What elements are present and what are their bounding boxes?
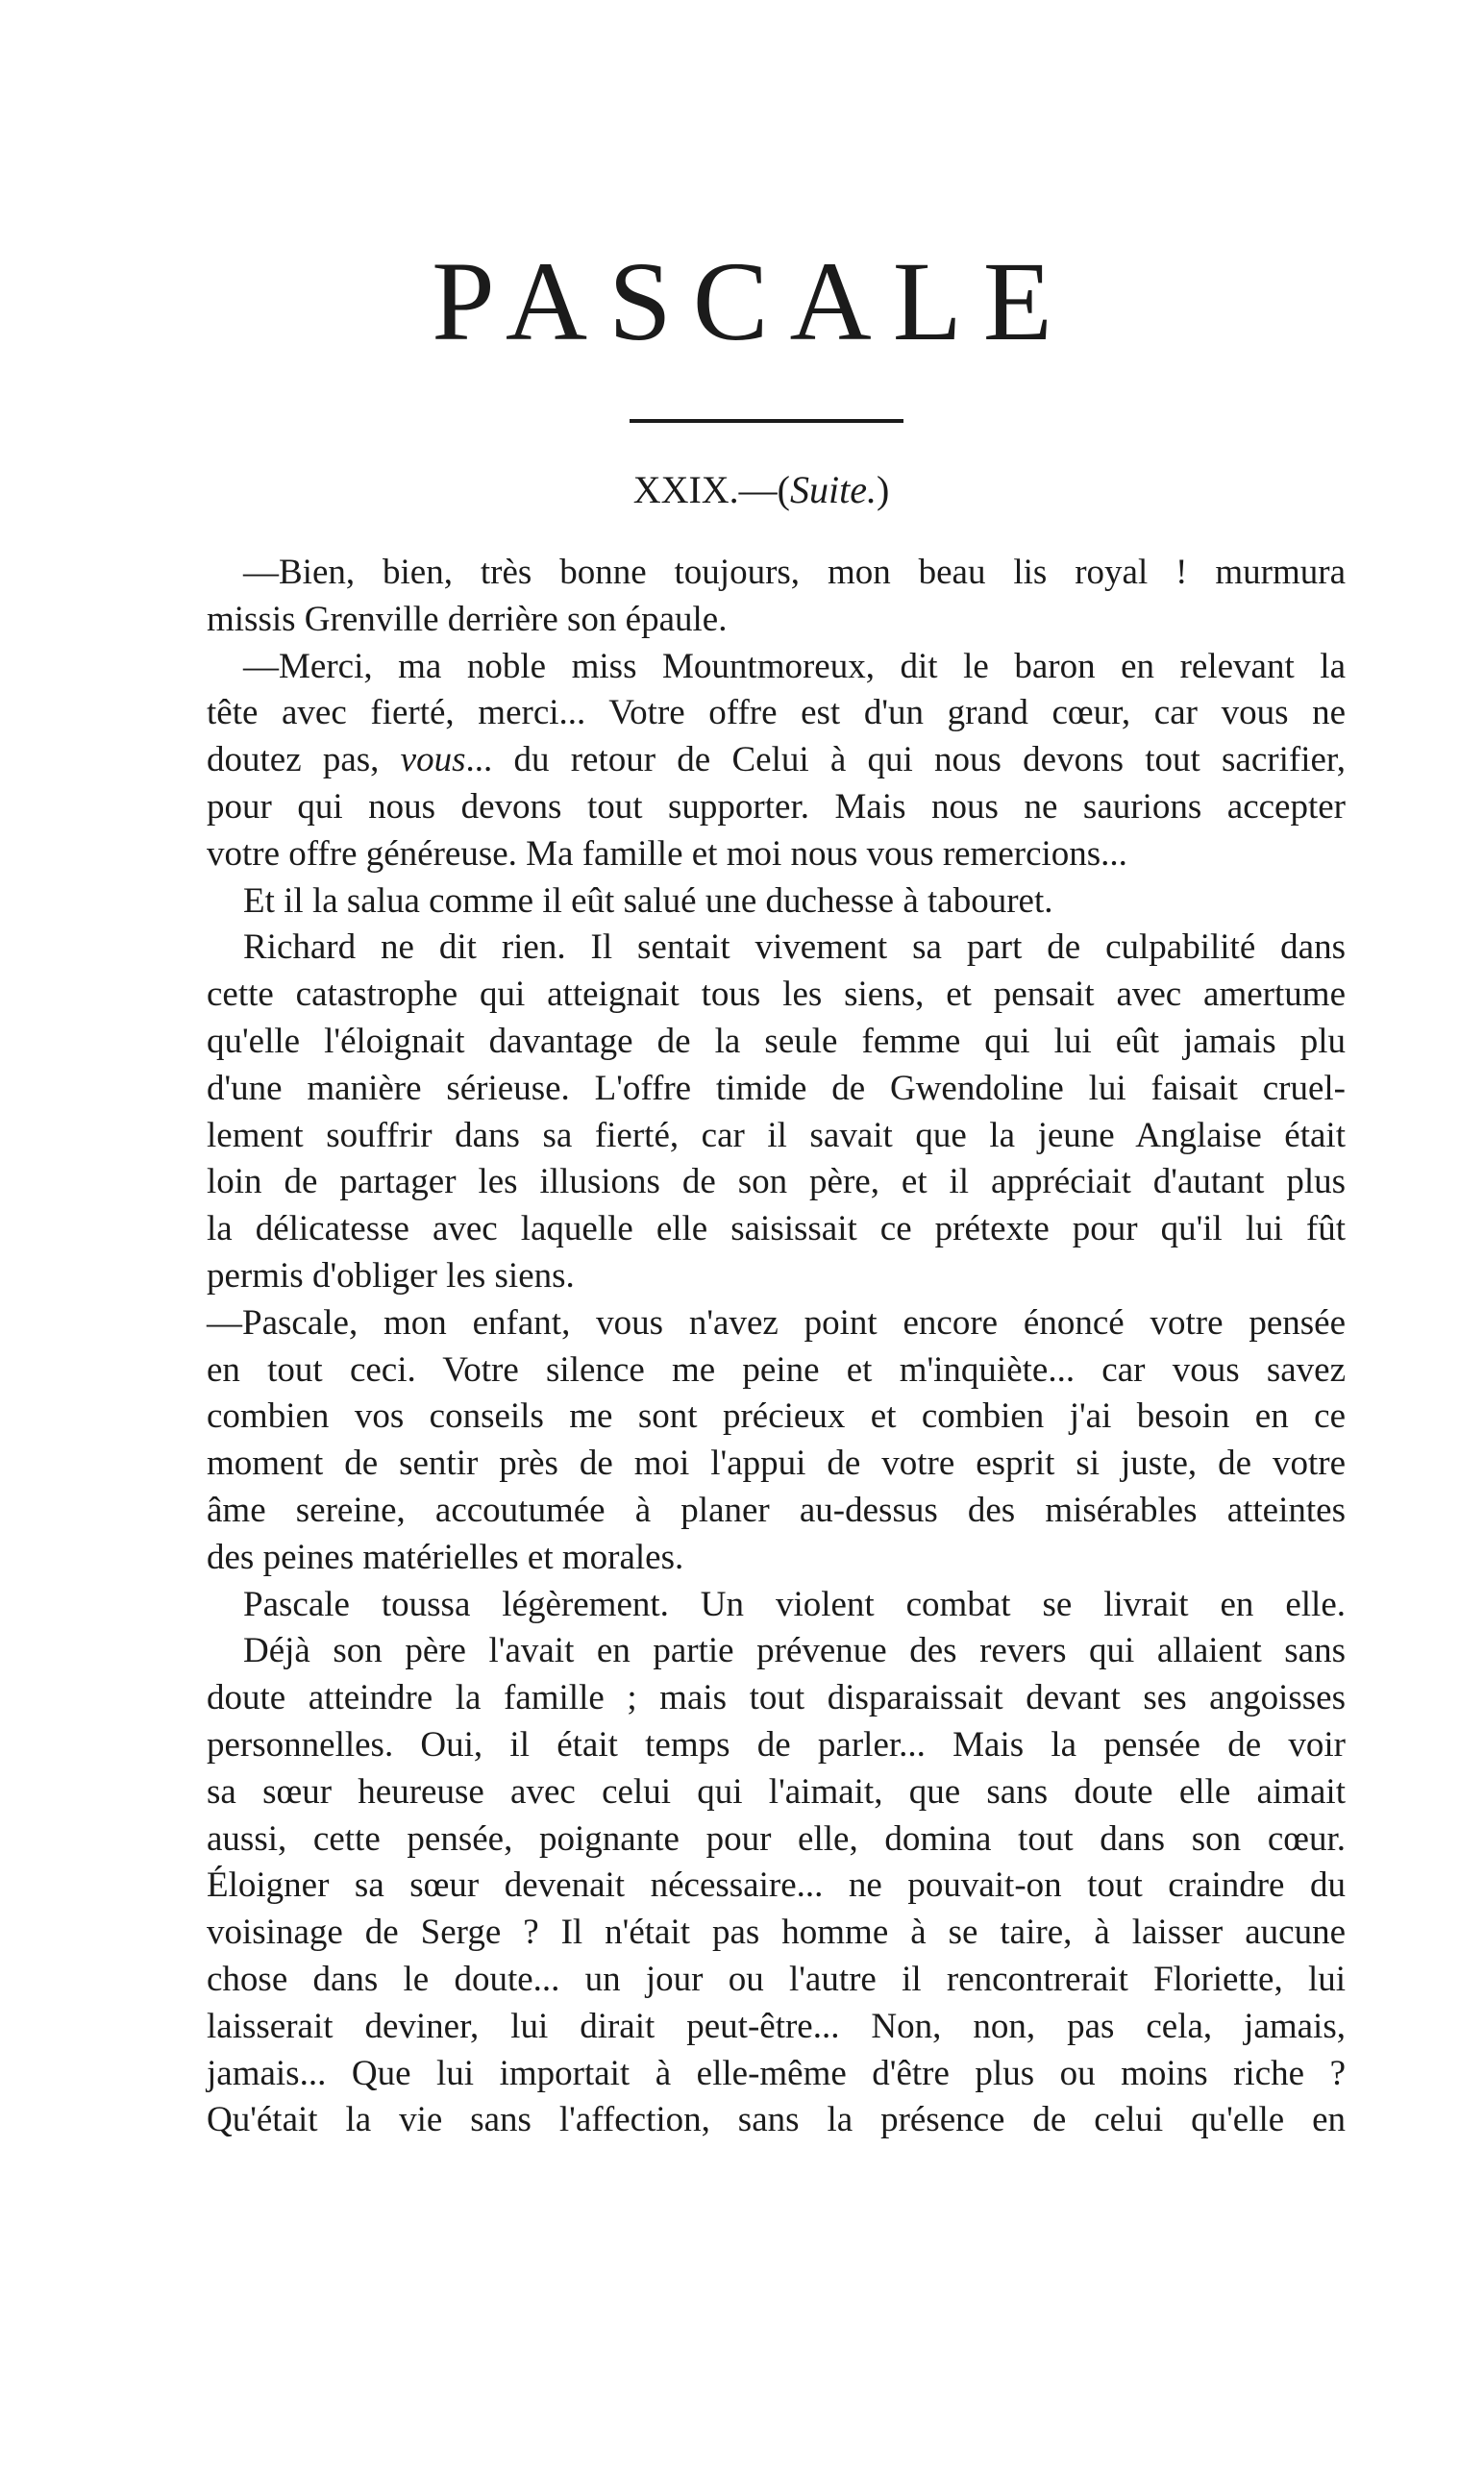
text-line: en tout ceci. Votre silence me peine et m'inquiète... car vous savez [207,1349,1346,1390]
text-line: personnelles. Oui, il était temps de parler... Mais la pensée de voir [207,1724,1346,1765]
text-line: Pascale toussa légèrement. Un violent combat se livrait en elle. [243,1584,1346,1624]
text-line: tête avec fierté, merci... Votre offre est d'un grand cœur, car vous ne [207,693,1346,733]
page-title: PASCALE [432,238,1074,364]
text-line: Déjà son père l'avait en partie prévenue des revers qui allaient sans [243,1631,1346,1671]
text-line: lement souffrir dans sa fierté, car il savait que la jeune Anglaise était [207,1115,1346,1155]
text-line: pour qui nous devons tout supporter. Mais nous ne saurions accepter [207,786,1346,827]
text-line: —Bien, bien, très bonne toujours, mon beau lis royal ! murmura [243,553,1346,592]
text-line: aussi, cette pensée, poignante pour elle, domina tout dans son cœur. [207,1818,1346,1859]
text-line: des peines matérielles et morales. [207,1537,684,1577]
text-line: voisinage de Serge ? Il n'était pas homme à se taire, à laisser aucune [207,1913,1346,1953]
text-line: permis d'obliger les siens. [207,1255,575,1296]
title-rule [630,419,903,423]
text-line: Éloigner sa sœur devenait nécessaire... ne pouvait-on tout craindre du [207,1865,1346,1906]
text-line: Et il la salua comme il eût salué une duchesse à tabouret. [243,880,1053,921]
italic-word: vous [400,740,466,780]
text-line: —Merci, ma noble miss Mountmoreux, dit le baron en relevant la [243,646,1346,686]
text-line: chose dans le doute... un jour ou l'autre il rencontrerait Floriette, lui [207,1959,1346,1999]
chapter-suite: Suite. [790,468,877,511]
text-line: la délicatesse avec laquelle elle saisissait ce prétexte pour qu'il lui fût [207,1209,1346,1249]
text-line: votre offre généreuse. Ma famille et moi nous vous remercions... [207,833,1127,874]
text-line: Qu'était la vie sans l'affection, sans la présence de celui qu'elle en [207,2100,1346,2140]
text-line: jamais... Que lui importait à elle-même d'être plus ou moins riche ? [207,2053,1346,2093]
text-line [207,737,1346,784]
text-line: combien vos conseils me sont précieux et combien j'ai besoin en ce [207,1396,1346,1437]
text-line: missis Grenville derrière son épaule. [207,599,728,639]
chapter-close: ) [876,468,890,511]
text-line: —Pascale, mon enfant, vous n'avez point encore énoncé votre pensée [207,1302,1346,1343]
chapter-heading [0,468,1484,511]
text-line: âme sereine, accoutumée à planer au-dessus des misérables atteintes [207,1490,1346,1530]
text-line: Richard ne dit rien. Il sentait vivement sa part de culpabilité dans [243,927,1346,968]
text-line: doute atteindre la famille ; mais tout disparaissait devant ses angoisses [207,1678,1346,1718]
chapter-number: XXIX.—( [632,468,790,511]
text-line: sa sœur heureuse avec celui qui l'aimait, que sans doute elle aimait [207,1771,1346,1812]
text-segment: doutez pas, [207,740,401,780]
text-segment: ... du retour de Celui à qui nous devons tout sacrifier, [465,740,1346,780]
body-text [207,550,1346,2144]
text-line: laisserait deviner, lui dirait peut-être... Non, non, pas cela, jamais, [207,2006,1346,2046]
text-line: qu'elle l'éloignait davantage de la seule femme qui lui eût jamais plu [207,1021,1346,1061]
text-line: d'une manière sérieuse. L'offre timide de Gwendoline lui faisait cruel- [207,1068,1346,1108]
text-line: cette catastrophe qui atteignait tous les siens, et pensait avec amertume [207,975,1346,1015]
text-line: loin de partager les illusions de son père, et il appréciait d'autant plus [207,1162,1346,1202]
text-line: moment de sentir près de moi l'appui de votre esprit si juste, de votre [207,1444,1346,1484]
